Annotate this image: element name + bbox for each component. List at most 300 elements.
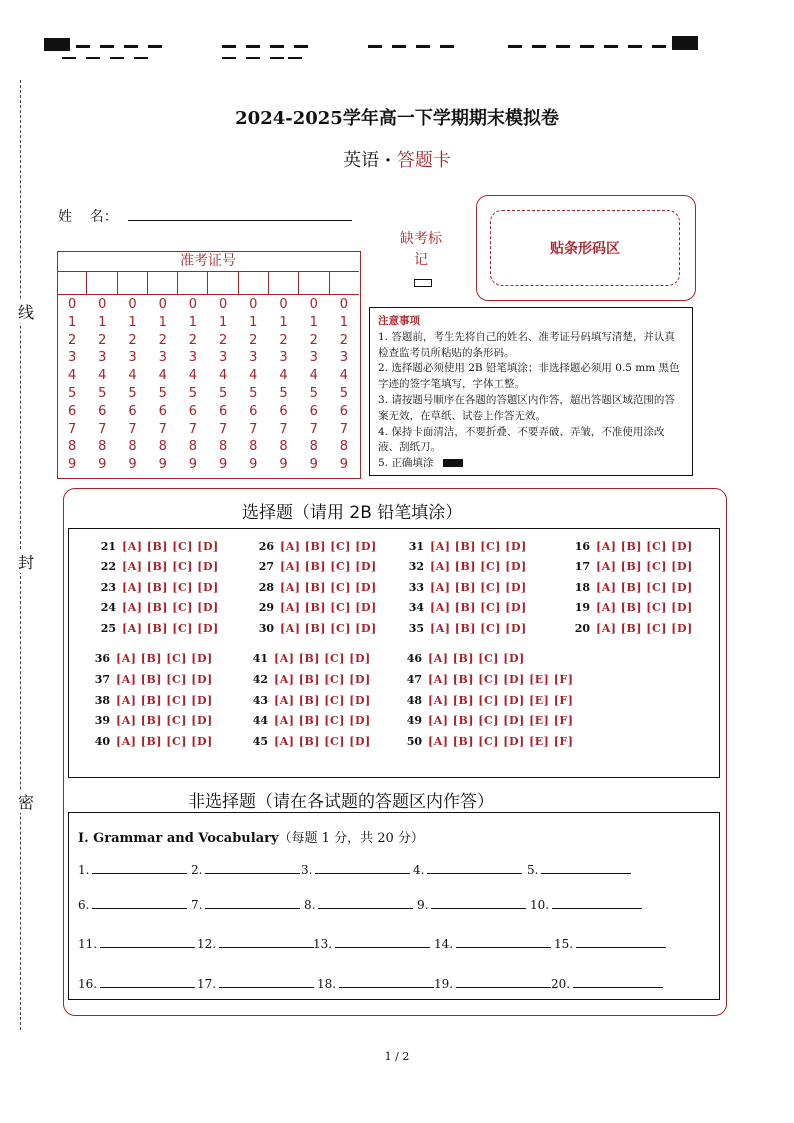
registration-digit-bubble[interactable]: 0 (67, 297, 77, 312)
registration-digit-bubble[interactable]: 9 (309, 457, 318, 473)
blank-item (527, 861, 631, 877)
question-number: 33 (408, 581, 424, 594)
notice-item: 1. 答题前，考生先将自己的姓名、准考证号码填写清楚，并认真检查监考员所粘贴的条形码。 (378, 330, 675, 359)
answer-options[interactable]: [A] [B] [C] [D] (596, 622, 693, 635)
question-row (566, 581, 693, 594)
barcode-area (490, 210, 680, 286)
registration-cells[interactable] (57, 272, 359, 295)
question-number: 24 (100, 601, 116, 614)
blank-item (434, 975, 551, 991)
blank-item (434, 935, 551, 951)
question-number: 43 (252, 694, 268, 707)
registration-digit-column (117, 296, 147, 474)
registration-digit-column (87, 296, 117, 474)
question-row (400, 581, 527, 594)
registration-digit-bubble[interactable]: 5 (279, 385, 288, 401)
question-row (92, 622, 219, 635)
question-row (244, 714, 371, 727)
blank-number: 13. (313, 937, 333, 951)
registration-digit-column (299, 296, 329, 474)
question-row (566, 560, 693, 573)
registration-digit-bubble[interactable]: 8 (128, 439, 137, 455)
blank-item (301, 861, 410, 877)
question-row (400, 540, 527, 553)
registration-digit-bubble[interactable]: 5 (309, 385, 318, 401)
registration-digit-bubble[interactable]: 9 (339, 457, 349, 473)
registration-digit-bubble[interactable]: 9 (218, 457, 228, 473)
registration-digit-column (268, 296, 298, 474)
answer-options[interactable]: [A] [B] [C] [D] (596, 540, 693, 553)
question-row (92, 601, 219, 614)
notice-fill-label: 5. 正确填涂 (378, 457, 434, 470)
blank-item (197, 975, 314, 991)
blank-item (413, 861, 522, 877)
answer-options[interactable]: [A] [B] [C] [D] (122, 540, 219, 553)
answer-options[interactable]: [A] [B] [C] [D] (274, 694, 371, 707)
registration-digit-bubble[interactable]: 2 (188, 332, 198, 348)
question-number: 20 (574, 622, 590, 635)
registration-digit-bubble[interactable]: 9 (98, 457, 107, 473)
filled-bubble-icon (443, 459, 463, 467)
registration-digit-column (57, 296, 87, 474)
answer-options[interactable]: [A] [B] [C] [D] (280, 581, 377, 594)
question-number: 29 (258, 601, 274, 614)
question-number: 18 (574, 581, 590, 594)
question-row (398, 673, 573, 686)
registration-digit-bubble[interactable]: 2 (309, 332, 318, 348)
answer-options[interactable]: [A] [B] [C] [D] (596, 601, 693, 614)
answer-options[interactable]: [A] [B] [C] [D] (430, 601, 527, 614)
registration-digit-bubble[interactable]: 0 (128, 297, 137, 312)
question-number: 41 (252, 652, 268, 665)
registration-digit-bubble[interactable]: 0 (279, 297, 288, 312)
registration-digit-bubble[interactable]: 8 (339, 439, 349, 455)
registration-digit-bubble[interactable]: 3 (158, 350, 167, 366)
registration-digit-bubble[interactable]: 6 (67, 403, 77, 419)
question-number: 46 (406, 652, 422, 665)
question-row (92, 560, 219, 573)
answer-blank[interactable] (431, 896, 526, 909)
question-row (250, 540, 377, 553)
question-row (244, 735, 371, 748)
registration-digit-bubble[interactable]: 4 (339, 368, 349, 384)
section-title: I. Grammar and Vocabulary (78, 831, 279, 846)
registration-digit-bubble[interactable]: 2 (67, 332, 77, 348)
registration-digit-bubble[interactable]: 1 (339, 314, 349, 330)
answer-blank[interactable] (318, 896, 413, 909)
blank-item (78, 896, 187, 912)
registration-digit-bubble[interactable]: 0 (339, 297, 349, 312)
answer-blank[interactable] (100, 935, 195, 948)
registration-digit-bubble[interactable]: 9 (158, 457, 167, 473)
registration-digit-bubble[interactable]: 5 (98, 385, 107, 401)
question-number: 26 (258, 540, 274, 553)
binding-char-xian: 线 (18, 300, 34, 323)
registration-digit-bubble[interactable]: 7 (188, 421, 198, 437)
answer-blank[interactable] (541, 861, 631, 874)
answer-options[interactable]: [A] [B] [C] [D] [E] [F] (428, 735, 574, 748)
registration-digit-bubble[interactable]: 1 (249, 314, 258, 330)
blank-number: 14. (434, 937, 454, 951)
answer-options[interactable]: [A] [B] [C] [D] (274, 735, 371, 748)
question-row (250, 622, 377, 635)
registration-digit-bubble[interactable]: 3 (98, 350, 107, 366)
answer-blank[interactable] (219, 975, 314, 988)
blank-number: 2. (191, 863, 203, 877)
registration-digit-bubble[interactable]: 6 (279, 403, 288, 419)
exam-title: 2024-2025学年高一下学期期末模拟卷 (235, 108, 559, 129)
registration-digit-bubble[interactable]: 9 (279, 457, 288, 473)
question-row (86, 652, 213, 665)
registration-digit-bubble[interactable]: 7 (339, 421, 349, 437)
registration-digit-bubble[interactable]: 6 (188, 403, 198, 419)
registration-digit-bubble[interactable]: 2 (279, 332, 288, 348)
registration-digit-bubble[interactable]: 6 (158, 403, 167, 419)
registration-digit-bubble[interactable]: 3 (249, 350, 258, 366)
registration-digit-bubble[interactable]: 6 (339, 403, 349, 419)
registration-digit-bubble[interactable]: 4 (98, 368, 107, 384)
notice-fill-example (378, 456, 684, 472)
answer-options[interactable]: [A] [B] [C] [D] (430, 622, 527, 635)
registration-digit-bubble[interactable]: 3 (188, 350, 198, 366)
blank-item (313, 935, 430, 951)
registration-digit-bubble[interactable]: 3 (218, 350, 228, 366)
blank-number: 5. (527, 863, 539, 877)
answer-options[interactable]: [A] [B] [C] [D] (122, 560, 219, 573)
registration-digit-bubble[interactable]: 8 (98, 439, 107, 455)
registration-digit-bubble[interactable]: 8 (218, 439, 228, 455)
registration-digit-bubble[interactable]: 5 (249, 385, 258, 401)
registration-digit-bubble[interactable]: 3 (339, 350, 349, 366)
registration-digit-bubble[interactable]: 6 (128, 403, 137, 419)
question-row (92, 581, 219, 594)
question-row (566, 601, 693, 614)
registration-digit-bubble[interactable]: 0 (218, 297, 228, 312)
registration-digit-bubble[interactable]: 2 (339, 332, 349, 348)
registration-digit-bubble[interactable]: 2 (158, 332, 167, 348)
answer-options[interactable]: [A] [B] [C] [D] (280, 622, 377, 635)
blank-number: 15. (554, 937, 574, 951)
blank-number: 1. (78, 863, 90, 877)
registration-digit-bubble[interactable]: 1 (279, 314, 288, 330)
registration-digit-bubble[interactable]: 7 (249, 421, 258, 437)
blank-number: 20. (551, 977, 571, 991)
question-number: 44 (252, 714, 268, 727)
registration-digit-bubble[interactable]: 0 (188, 297, 198, 312)
registration-digit-bubble[interactable]: 6 (98, 403, 107, 419)
registration-digit-bubble[interactable]: 7 (158, 421, 167, 437)
question-number: 34 (408, 601, 424, 614)
question-number: 17 (574, 560, 590, 573)
subtitle-dot: · (384, 150, 392, 171)
blank-number: 12. (197, 937, 217, 951)
registration-digit-column (329, 296, 359, 474)
name-field[interactable] (128, 220, 352, 221)
registration-digit-bubble[interactable]: 4 (128, 368, 137, 384)
notice-title: 注意事项 (378, 315, 420, 327)
registration-digit-bubble[interactable]: 8 (249, 439, 258, 455)
question-row (566, 540, 693, 553)
question-number: 31 (408, 540, 424, 553)
card-label: 答题卡 (396, 150, 451, 171)
blank-item (78, 975, 195, 991)
registration-digit-bubble[interactable]: 3 (128, 350, 137, 366)
registration-digit-bubble[interactable]: 3 (309, 350, 318, 366)
registration-digit-grid[interactable] (57, 296, 359, 474)
question-number: 35 (408, 622, 424, 635)
registration-digit-bubble[interactable]: 3 (67, 350, 77, 366)
answer-blank[interactable] (552, 896, 642, 909)
answer-options[interactable]: [A] [B] [C] [D] (280, 601, 377, 614)
answer-options[interactable]: [A] [B] [C] [D] (122, 581, 219, 594)
question-number: 38 (94, 694, 110, 707)
answer-options[interactable]: [A] [B] [C] [D] (122, 601, 219, 614)
blank-item (191, 861, 300, 877)
answer-blank[interactable] (315, 861, 410, 874)
question-row (86, 673, 213, 686)
answer-options[interactable]: [A] [B] [C] [D] (116, 694, 213, 707)
registration-digit-bubble[interactable]: 5 (188, 385, 198, 401)
answer-options[interactable]: [A] [B] [C] [D] (430, 560, 527, 573)
answer-blank[interactable] (205, 861, 300, 874)
registration-digit-bubble[interactable]: 1 (188, 314, 198, 330)
registration-digit-bubble[interactable]: 2 (218, 332, 228, 348)
registration-digit-bubble[interactable]: 4 (218, 368, 228, 384)
registration-digit-bubble[interactable]: 9 (67, 457, 77, 473)
binding-char-feng: 封 (18, 550, 34, 573)
answer-blank[interactable] (92, 896, 187, 909)
question-number: 16 (574, 540, 590, 553)
registration-digit-column (238, 296, 268, 474)
answer-blank[interactable] (92, 861, 187, 874)
question-row (250, 581, 377, 594)
blank-number: 16. (78, 977, 98, 991)
question-row (244, 673, 371, 686)
question-row (400, 622, 527, 635)
blank-number: 7. (191, 898, 203, 912)
answer-options[interactable]: [A] [B] [C] [D] (116, 714, 213, 727)
answer-options[interactable]: [A] [B] [C] [D] (428, 652, 525, 665)
question-number: 42 (252, 673, 268, 686)
blank-item (317, 975, 434, 991)
notice-item: 3. 请按题号顺序在各题的答题区内作答，超出答题区域范围的答案无效，在草纸、试卷上作答无效。 (378, 393, 675, 422)
answer-options[interactable]: [A] [B] [C] [D] (116, 673, 213, 686)
registration-digit-bubble[interactable]: 1 (67, 314, 77, 330)
registration-digit-bubble[interactable]: 4 (188, 368, 198, 384)
question-number: 25 (100, 622, 116, 635)
answer-blank[interactable] (205, 896, 300, 909)
blank-item (551, 975, 663, 991)
blank-item (417, 896, 526, 912)
answer-blank[interactable] (573, 975, 663, 988)
answer-options[interactable]: [A] [B] [C] [D] (430, 581, 527, 594)
registration-digit-bubble[interactable]: 8 (279, 439, 288, 455)
answer-options[interactable]: [A] [B] [C] [D] (116, 652, 213, 665)
registration-digit-bubble[interactable]: 4 (279, 368, 288, 384)
registration-digit-bubble[interactable]: 1 (158, 314, 167, 330)
question-number: 28 (258, 581, 274, 594)
answer-options[interactable]: [A] [B] [C] [D] (274, 673, 371, 686)
question-row (398, 694, 573, 707)
question-row (400, 560, 527, 573)
answer-options[interactable]: [A] [B] [C] [D] [E] [F] (428, 714, 574, 727)
registration-digit-bubble[interactable]: 1 (98, 314, 107, 330)
registration-digit-bubble[interactable]: 4 (309, 368, 318, 384)
notice-item: 4. 保持卡面清洁，不要折叠、不要弄破、弄皱，不准使用涂改液、刮纸刀。 (378, 425, 665, 454)
question-row (92, 540, 219, 553)
blank-item (554, 935, 666, 951)
registration-digit-bubble[interactable]: 0 (249, 297, 258, 312)
registration-digit-bubble[interactable]: 4 (67, 368, 77, 384)
registration-digit-bubble[interactable]: 8 (158, 439, 167, 455)
registration-digit-bubble[interactable]: 8 (67, 439, 77, 455)
registration-digit-bubble[interactable]: 5 (67, 385, 77, 401)
registration-digit-bubble[interactable]: 4 (249, 368, 258, 384)
registration-digit-bubble[interactable]: 1 (218, 314, 228, 330)
registration-digit-bubble[interactable]: 6 (249, 403, 258, 419)
question-row (244, 652, 371, 665)
registration-digit-bubble[interactable]: 0 (158, 297, 167, 312)
blank-number: 8. (304, 898, 316, 912)
registration-digit-bubble[interactable]: 9 (249, 457, 258, 473)
question-number: 49 (406, 714, 422, 727)
blank-number: 17. (197, 977, 217, 991)
binding-char-mi: 密 (18, 790, 34, 813)
question-row (86, 714, 213, 727)
registration-digit-bubble[interactable]: 0 (309, 297, 318, 312)
registration-digit-bubble[interactable]: 7 (128, 421, 137, 437)
question-row (250, 601, 377, 614)
question-number: 48 (406, 694, 422, 707)
registration-digit-bubble[interactable]: 7 (309, 421, 318, 437)
registration-digit-bubble[interactable]: 5 (218, 385, 228, 401)
page-number: 1 / 2 (384, 1050, 410, 1063)
answer-blank[interactable] (339, 975, 434, 988)
registration-digit-bubble[interactable]: 2 (249, 332, 258, 348)
question-number: 22 (100, 560, 116, 573)
notice-box (369, 307, 693, 476)
registration-digit-column (148, 296, 178, 474)
answer-blank[interactable] (100, 975, 195, 988)
answer-blank[interactable] (335, 935, 430, 948)
blank-number: 3. (301, 863, 313, 877)
answer-blank[interactable] (219, 935, 314, 948)
answer-options[interactable]: [A] [B] [C] [D] (280, 540, 377, 553)
registration-digit-column (208, 296, 238, 474)
registration-digit-bubble[interactable]: 7 (279, 421, 288, 437)
registration-digit-bubble[interactable]: 9 (128, 457, 137, 473)
registration-digit-bubble[interactable]: 9 (188, 457, 198, 473)
question-number: 27 (258, 560, 274, 573)
registration-digit-bubble[interactable]: 2 (128, 332, 137, 348)
question-number: 32 (408, 560, 424, 573)
answer-blank[interactable] (427, 861, 522, 874)
answer-options[interactable]: [A] [B] [C] [D] (116, 735, 213, 748)
registration-digit-bubble[interactable]: 8 (309, 439, 318, 455)
question-number: 40 (94, 735, 110, 748)
answer-options[interactable]: [A] [B] [C] [D] [E] [F] (428, 694, 574, 707)
answer-blank[interactable] (576, 935, 666, 948)
question-row (250, 560, 377, 573)
blank-number: 10. (530, 898, 550, 912)
registration-digit-bubble[interactable]: 5 (128, 385, 137, 401)
registration-digit-bubble[interactable]: 4 (158, 368, 167, 384)
answer-options[interactable]: [A] [B] [C] [D] (596, 581, 693, 594)
answer-options[interactable]: [A] [B] [C] [D] (122, 622, 219, 635)
name-label: 姓 名： (58, 209, 118, 225)
answer-options[interactable]: [A] [B] [C] [D] (596, 560, 693, 573)
answer-blank[interactable] (456, 935, 551, 948)
blank-number: 19. (434, 977, 454, 991)
registration-digit-bubble[interactable]: 5 (158, 385, 167, 401)
blank-item (78, 935, 195, 951)
registration-digit-bubble[interactable]: 1 (128, 314, 137, 330)
exam-subtitle (0, 146, 794, 172)
question-number: 36 (94, 652, 110, 665)
registration-digit-bubble[interactable]: 6 (218, 403, 228, 419)
registration-digit-bubble[interactable]: 7 (67, 421, 77, 437)
registration-digit-bubble[interactable]: 2 (98, 332, 107, 348)
question-number: 47 (406, 673, 422, 686)
barcode-label: 贴条形码区 (550, 241, 620, 257)
question-number: 23 (100, 581, 116, 594)
blank-item (78, 861, 187, 877)
question-number: 21 (100, 540, 116, 553)
question-row (398, 735, 573, 748)
blank-number: 11. (78, 937, 98, 951)
question-number: 37 (94, 673, 110, 686)
registration-digit-bubble[interactable]: 1 (309, 314, 318, 330)
question-row (566, 622, 693, 635)
choice-title: 选择题（请用 2B 铅笔填涂） (242, 503, 463, 523)
question-number: 45 (252, 735, 268, 748)
question-number: 39 (94, 714, 110, 727)
registration-digit-bubble[interactable]: 3 (279, 350, 288, 366)
absent-label: 缺考标记 (400, 231, 442, 268)
registration-title: 准考证号 (57, 251, 359, 272)
question-number: 30 (258, 622, 274, 635)
blank-number: 6. (78, 898, 90, 912)
question-row (86, 735, 213, 748)
absent-checkbox[interactable] (414, 279, 432, 287)
nonchoice-title: 非选择题（请在各试题的答题区内作答） (188, 792, 494, 812)
question-row (400, 601, 527, 614)
question-number: 19 (574, 601, 590, 614)
blank-item (304, 896, 413, 912)
registration-digit-bubble[interactable]: 5 (339, 385, 349, 401)
answer-options[interactable]: [A] [B] [C] [D] (430, 540, 527, 553)
registration-digit-column (178, 296, 208, 474)
blank-item (197, 935, 314, 951)
registration-digit-bubble[interactable]: 7 (218, 421, 228, 437)
answer-options[interactable]: [A] [B] [C] [D] (274, 652, 371, 665)
subject-label: 英语 (343, 150, 380, 171)
blank-number: 9. (417, 898, 429, 912)
blank-item (530, 896, 642, 912)
section-heading (78, 827, 424, 846)
answer-options[interactable]: [A] [B] [C] [D] [E] [F] (428, 673, 574, 686)
answer-blank[interactable] (456, 975, 551, 988)
registration-digit-bubble[interactable]: 0 (98, 297, 107, 312)
question-row (86, 694, 213, 707)
registration-digit-bubble[interactable]: 8 (188, 439, 198, 455)
question-row (398, 652, 525, 665)
blank-number: 4. (413, 863, 425, 877)
answer-options[interactable]: [A] [B] [C] [D] (274, 714, 371, 727)
registration-digit-bubble[interactable]: 7 (98, 421, 107, 437)
registration-digit-bubble[interactable]: 6 (309, 403, 318, 419)
answer-options[interactable]: [A] [B] [C] [D] (280, 560, 377, 573)
